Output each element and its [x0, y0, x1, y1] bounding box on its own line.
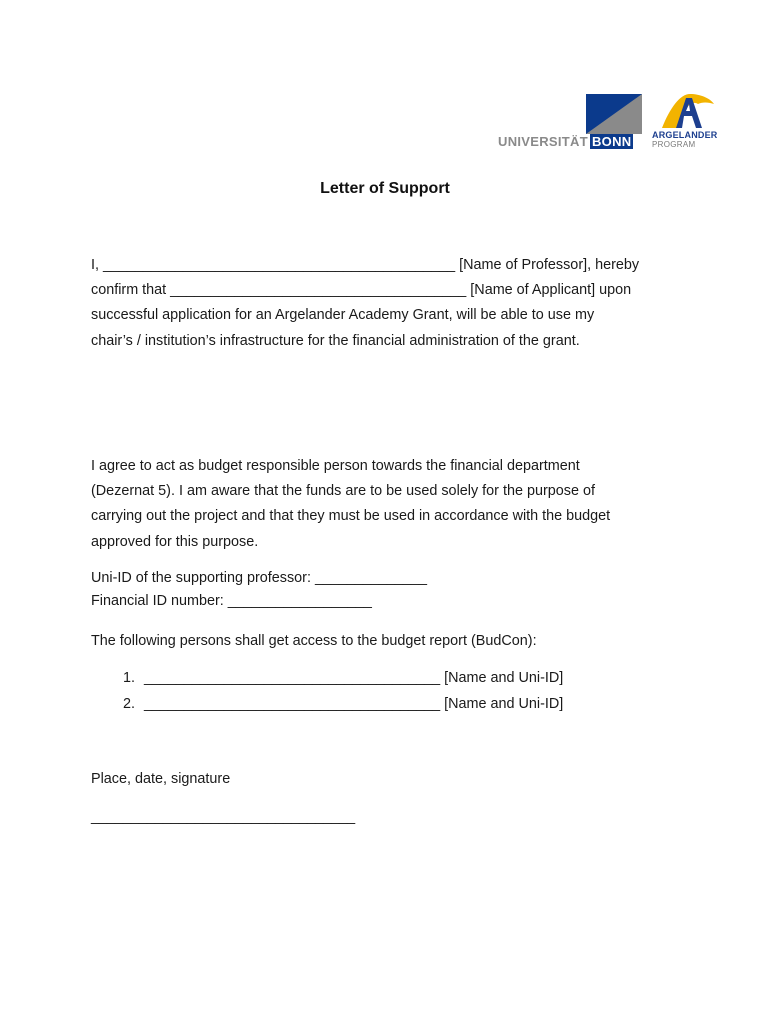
document-title: Letter of Support [320, 180, 450, 197]
text-line: (Dezernat 5). I am aware that the funds are to be used solely for the purpose of [91, 483, 595, 500]
program-name: ARGELANDER [652, 130, 718, 140]
signature-line: _________________________________ [91, 809, 356, 825]
argelander-program-logo [652, 90, 722, 152]
text-line: approved for this purpose. [91, 533, 259, 550]
program-subtitle: PROGRAM [652, 140, 696, 149]
access-intro: The following persons shall get access to the budget report (BudCon): [91, 633, 537, 649]
paragraph-agreement [91, 454, 691, 555]
text-line: successful application for an Argelander Academy Grant, will be able to use my [91, 307, 595, 324]
text-line: chair’s / institution’s infrastructure for the financial administration of the grant. [91, 332, 580, 349]
text-line: I, ____________________________________________ [Name of Professor], hereby [91, 257, 640, 273]
list-text: _____________________________________ [Name and Uni-ID] [144, 670, 564, 686]
id-fields [91, 567, 691, 613]
university-city: BONN [591, 134, 632, 149]
uni-id-field: Uni-ID of the supporting professor: ______________ [91, 570, 428, 586]
list-number: 1. [122, 670, 135, 686]
list-number: 2. [122, 695, 135, 712]
argelander-emblem [652, 90, 722, 132]
bonn-logo-wordmark [498, 134, 633, 149]
list-text: _____________________________________ [Name and Uni-ID] [144, 695, 564, 712]
list-item [91, 692, 691, 718]
list-item [91, 666, 691, 692]
access-list [91, 666, 691, 717]
paragraph-confirmation [91, 253, 691, 354]
text-line: confirm that _____________________________________ [Name of Applicant] upon [91, 282, 632, 299]
text-line: carrying out the project and that they must be used in accordance with the budget [91, 508, 611, 525]
university-name: UNIVERSITÄT [498, 134, 588, 149]
header-logos [0, 0, 770, 160]
text-line: I agree to act as budget responsible person towards the financial department [91, 458, 580, 474]
signature-label: Place, date, signature [91, 771, 231, 787]
university-bonn-logo [498, 94, 644, 150]
financial-id-field: Financial ID number: __________________ [91, 593, 372, 609]
bonn-logo-emblem [586, 94, 642, 134]
